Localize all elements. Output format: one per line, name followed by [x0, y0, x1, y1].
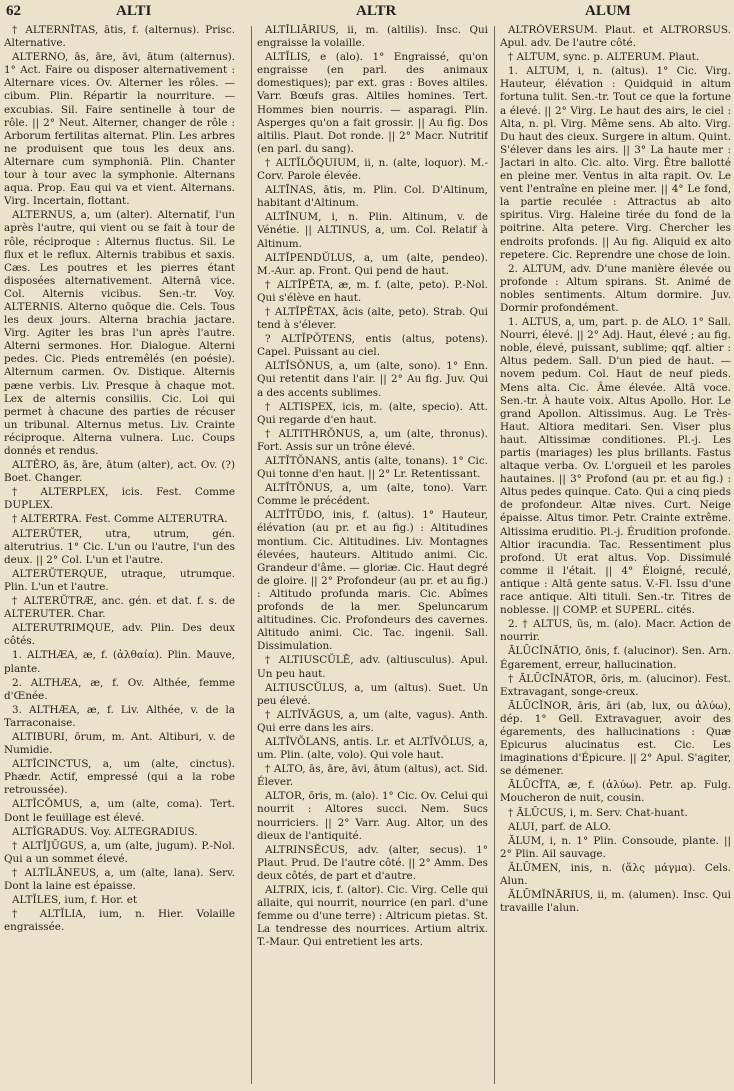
- dictionary-entry: † ALTIUSCŬLĒ, adv. (altiusculus). Apul. Un peu haut.: [257, 654, 488, 680]
- dictionary-entry: ALTOR, ōris, m. (alo). 1° Cic. Ov. Celui qui nourrit : Altores succi. Nem. Sucs nourriciers. || 2° Varr. Aug. Altor, un des dieux de l'antiquité.: [257, 790, 488, 842]
- dictionary-entry: 2. ALTUM, adv. D'une manière élevée ou profonde : Altum spirans. St. Animé de nobles sentiments. Altum dormire. Juv. Dormir profondément.: [500, 262, 731, 314]
- dictionary-entry: 1. ALTUS, a, um, part. p. de ALO. 1° Sall. Nourri, élevé. || 2° Adj. Haut, élevé ; au fig. noble, élevé, puissant, sublime; qqf. altier : Altus pedem. Sall. D'un pied de haut. — novem pedum. Col. Haut de neuf pieds. Mens alta. Cic. Âme élevée. Altā voce. Sen.-tr. À haute voix. Altus Apollo. Hor. Le grand Apollon. Altissimus. Aug. Le Très-Haut. Altiora meditari. Sen. Viser plus haut. Altissimæ conditiones. Pl.-j. Les partis (mariages) les plus brillants. Fastus altaque verba. Ov. L'orgueil et les paroles hautaines. || 3° Profond (au pr. et au fig.) : Altus pedes quinque. Cato. Qui a cinq pieds de profondeur. Altæ nives. Curt. Neige épaisse. Altus timor. Petr. Crainte extrême. Altissima eruditio. Pl.-j. Érudition profonde. Altior iracundia. Tac. Ressentiment plus profond. Ut erat altus. Vop. Dissimulé comme il l'était. || 4° Éloigné, reculé, antique : Altā gente satus. V.-Fl. Issu d'une race antique. Alti tituli. Sen.-tr. Titres de noblesse. || COMP. et SUPERL. cités.: [500, 316, 731, 617]
- dictionary-entry: † ALTO, ās, āre, āvi, ātum (altus), act. Sid. Élever.: [257, 763, 488, 789]
- dictionary-entry: ALTĬTŎNANS, antis (alte, tonans). 1° Cic. Qui tonne d'en haut. || 2° Lr. Retentissant.: [257, 455, 488, 481]
- dictionary-entry: † ĀLŪCĬNĀTOR, ōris, m. (alucinor). Fest. Extravagant, songe-creux.: [500, 672, 731, 698]
- dictionary-entry: ALTĬTŎNUS, a, um (alte, tono). Varr. Comme le précédent.: [257, 482, 488, 508]
- dictionary-entry: ALTRIX, icis, f. (altor). Cic. Virg. Celle qui allaite, qui nourrit, nourrice (en parl. d'une femme ou d'une terre) : Altricum pietas. St. La tendresse des nourrices. Artium altrix. T.-Maur. Qui entretient les arts.: [257, 884, 488, 949]
- dictionary-entry: ALTĬTŪDO, inis, f. (altus). 1° Hauteur, élévation (au pr. et au fig.) : Altitudines montium. Cic. Altitudines. Liv. Montagnes élevées, hauteurs. Altitudo animi. Cic. Grandeur d'âme. — gloriæ. Cic. Haut degré de gloire. || 2° Profondeur (au pr. et au fig.) : Altitudo profunda maris. Cic. Abîmes profonds de la mer. Speluncarum altitudines. Cic. Profondeurs des cavernes. Altitudo animi. Cic. Tac. ingenii. Sall. Dissimulation.: [257, 509, 488, 653]
- guide-word-middle: ALTR: [356, 3, 397, 19]
- dictionary-entry: ? ALTĬPŎTENS, entis (altus, potens). Capel. Puissant au ciel.: [257, 333, 488, 359]
- dictionary-entry: ALTĬVŎLANS, antis. Lr. et ALTĬVŎLUS, a, um. Plin. (alte, volo). Qui vole haut.: [257, 735, 488, 762]
- dictionary-entry: ĀLŪCĬTA, æ, f. (ἀλύω). Petr. ap. Fulg. Moucheron de nuit, cousin.: [500, 779, 731, 805]
- dictionary-entry: ALTĬGRADUS. Voy. ALTEGRADIUS.: [12, 825, 198, 838]
- dictionary-entry: ALTĪNUM, i, n. Plin. Altinum, v. de Vénétie. || ALTINUS, a, um. Col. Relatif à Altinum.: [257, 211, 488, 250]
- dictionary-entry: ALTIUSCŬLUS, a, um (altus). Suet. Un peu élevé.: [257, 681, 488, 707]
- dictionary-entry: ALTERUTRIMQUE, adv. Plin. Des deux côtés.: [4, 622, 235, 648]
- dictionary-entry: 1. ALTHÆA, æ, f. (ἀλθαία). Plin. Mauve, plante.: [4, 649, 235, 675]
- dictionary-entry: ĂLŪMĬNĀRIUS, ii, m. (alumen). Insc. Qui travaille l'alun.: [500, 889, 731, 915]
- dictionary-entry: ALTĬPENDŬLUS, a, um (alte, pendeo). M.-Aur. ap. Front. Qui pend de haut.: [257, 251, 488, 277]
- dictionary-entry: ALTĬLES, ium, f. Hor. et: [12, 894, 138, 907]
- guide-word-first: ALTI: [116, 3, 152, 19]
- dictionary-entry: † ALTITHRŎNUS, a, um (alte, thronus). Fort. Assis sur un trône élevé.: [257, 427, 488, 453]
- dictionary-entry: ĀLŪCĬNOR, āris, āri (ab, lux, ou ἀλύω), dép. 1° Gell. Extravaguer, avoir des égarements, des hallucinations : Quæ Epicurus alucinatus est. Cic. Les imaginations d'Épicure. || 2° Apul. S'agiter, se démener.: [500, 699, 731, 778]
- column-2: [257, 24, 488, 1086]
- dictionary-entry: ALTĬLIĀRIUS, ii, m. (altilis). Insc. Qui engraisse la volaille.: [257, 24, 488, 50]
- dictionary-entry: ALTĬCŎMUS, a, um (alte, coma). Tert. Dont le feuillage est élevé.: [4, 798, 235, 824]
- dictionary-entry: † ALTĬVĂGUS, a, um (alte, vagus). Anth. Qui erre dans les airs.: [257, 708, 488, 734]
- dictionary-entry: 1. ALTUM, i, n. (altus). 1° Cic. Virg. Hauteur, élévation : Quidquid in altum fortuna tulit. Sen.-tr. Tout ce que la fortune a élevé. || 2° Virg. Le haut des airs, le ciel : Alta, n. pl. Virg. Même sens. Ab alto. Virg. Du haut des cieux. Surgere in altum. Quint. S'élever dans les airs. || 3° La haute mer : Jactari in alto. Cic. alto. Virg. Être ballotté en pleine mer. Ventus in alta rapit. Ov. Le vent l'entraîne en pleine mer. || 4° Le fond, la partie reculée : Attractus ab alto spiritus. Virg. Haleine tirée du fond de la poitrine. Alta petere. Virg. Chercher les endroits profonds. || Au fig. Aliquid ex alto repetere. Cic. Reprendre une chose de loin.: [500, 65, 731, 261]
- column-divider: [494, 26, 495, 1084]
- dictionary-entry: ĂLŪMEN, inis, n. (ἅλς μάγμα). Cels. Alun.: [500, 861, 731, 887]
- dictionary-entry: † ALTERTRA. Fest. Comme ALTERUTRA.: [12, 513, 228, 526]
- guide-word-last: ALUM: [585, 3, 631, 19]
- dictionary-entry: † ĀLŪCUS, i, m. Serv. Chat-huant.: [508, 806, 688, 819]
- dictionary-entry: ALTIBURI, ōrum, m. Ant. Altiburi, v. de Numidie.: [4, 730, 235, 757]
- dictionary-entry: † ALTERNĪTAS, ātis, f. (alternus). Prisc. Alternative.: [4, 24, 235, 50]
- dictionary-entry: ALTĪNAS, ātis, m. Plin. Col. D'Altinum, habitant d'Altinum.: [257, 184, 488, 210]
- dictionary-entry: ALTERŬTERQUE, utraque, utrumque. Plin. L'un et l'autre.: [4, 567, 235, 593]
- dictionary-entry: 2. † ALTUS, ūs, m. (alo). Macr. Action de nourrir.: [500, 618, 731, 644]
- dictionary-entry: † ALTĬPĒTAX, ācis (alte, peto). Strab. Qui tend à s'élever.: [257, 305, 488, 332]
- dictionary-entry: † ALTĬLIA, ium, n. Hier. Volaille engraissée.: [4, 908, 235, 934]
- dictionary-entry: ALTERNUS, a, um (alter). Alternatif, l'un après l'autre, qui vient ou se fait à tour de rôle, réciproque : Alternus fluctus. Sil. Le flux et le reflux. Alternis trabibus et saxis. Cæs. Les poutres et les pierres étant disposées alternativement. Alternā vice. Col. Alternis vicibus. Sen.-tr. Voy. ALTERNIS. Alterno quōque die. Cels. Tous les deux jours. Alterna brachia jactare. Virg. Agiter les bras l'un après l'autre. Alterni sermones. Hor. Dialogue. Alterni pedes. Cic. Pieds entremêlés (en poésie). Alternum carmen. Ov. Distique. Alternis pæne verbis. Liv. Presque à chaque mot. Lex de alternis consiliis. Cic. Loi qui permet à chacune des parties de récuser un tribunal. Alternus metus. Liv. Crainte réciproque. Alterna vulnera. Luc. Coups donnés et rendus.: [4, 209, 235, 457]
- page-number: 62: [6, 3, 21, 19]
- dictionary-entry: ĂLUM, i, n. 1° Plin. Consoude, plante. || 2° Plin. Ail sauvage.: [500, 834, 731, 860]
- column-divider: [251, 26, 252, 1084]
- dictionary-entry: † ALTĬLŎQUIUM, ii, n. (alte, loquor). M.-Corv. Parole élevée.: [257, 156, 488, 183]
- dictionary-entry: † ALTUM, sync. p. ALTERUM. Plaut.: [508, 51, 700, 64]
- dictionary-entry: ĀLŪCĬNĀTIO, ōnis, f. (alucinor). Sen. Arn. Égarement, erreur, hallucination.: [500, 645, 731, 671]
- dictionary-entry: 2. ALTHÆA, æ, f. Ov. Althée, femme d'Œnée.: [4, 676, 235, 702]
- dictionary-entry: † ALTERŬTRÆ, anc. gén. et dat. f. s. de ALTERUTER. Char.: [4, 595, 235, 621]
- dictionary-entry: ALTĬLIS, e (alo). 1° Engraissé, qu'on engraisse (en parl. des animaux domestiques); par ext. gras : Boves altiles. Varr. Bœufs gras. Altiles homines. Tert. Hommes bien nourris. — asparagi. Plin. Asperges qu'on a fait grossir. || Au fig. Dos altilis. Plaut. Dot ronde. || 2° Macr. Nutritif (en parl. du sang).: [257, 51, 488, 155]
- dictionary-entry: ALUI, parf. de ALO.: [508, 820, 611, 833]
- dictionary-entry: † ALTĬJŪGUS, a, um (alte, jugum). P.-Nol. Qui a un sommet élevé.: [4, 839, 235, 865]
- dictionary-entry: ALTERŬTER, utra, utrum, gén. alterutrius. 1° Cic. L'un ou l'autre, l'un des deux. || 2° Col. L'un et l'autre.: [4, 527, 235, 566]
- dictionary-entry: ALTERNO, ās, āre, āvi, ātum (alternus). 1° Act. Faire ou disposer alternativement : Alternare vices. Ov. Alterner les rôles. — cibum. Plin. Répartir la nourriture. — excubias. Sil. Faire sentinelle à tour de rôle. || 2° Neut. Alterner, changer de rôle : Arborum fertilitas alternat. Plin. Les arbres ne produisent que tous les deux ans. Alternare cum symphoniā. Plin. Chanter tour à tour avec la symphonie. Alternans aqua. Prop. Eau qui va et vient. Alternans. Virg. Incertain, flottant.: [4, 51, 235, 208]
- dictionary-entry: † ALTĬPĒTA, æ, m. f. (alte, peto). P.-Nol. Qui s'élève en haut.: [257, 278, 488, 304]
- dictionary-entry: ALTRŎVERSUM. Plaut. et ALTRORSUS. Apul. adv. De l'autre côté.: [500, 24, 731, 50]
- column-1: [4, 24, 235, 1086]
- dictionary-entry: † ALTĬLĀNEUS, a, um (alte, lana). Serv. Dont la laine est épaisse.: [4, 866, 235, 892]
- dictionary-entry: † ALTERPLEX, icis. Fest. Comme DUPLEX.: [4, 486, 235, 512]
- column-3: [500, 24, 731, 1086]
- dictionary-entry: ALTRINSĔCUS, adv. (alter, secus). 1° Plaut. Prud. De l'autre côté. || 2° Amm. Des deux côtés, de part et d'autre.: [257, 843, 488, 882]
- dictionary-entry: 3. ALTHÆA, æ, f. Liv. Althée, v. de la Tarraconaise.: [4, 703, 235, 729]
- dictionary-entry: † ALTISPEX, icis, m. (alte, specio). Att. Qui regarde d'en haut.: [257, 400, 488, 426]
- dictionary-entry: ALTĬCINCTUS, a, um (alte, cinctus). Phædr. Actif, empressé (qui a la robe retroussée).: [4, 758, 235, 797]
- running-header: [0, 3, 734, 23]
- dictionary-entry: ALTĚRO, ās, āre, ātum (alter), act. Ov. (?) Boet. Changer.: [4, 459, 235, 485]
- dictionary-entry: ALTĬSŎNUS, a, um (alte, sono). 1° Enn. Qui retentit dans l'air. || 2° Au fig. Juv. Qui a des accents sublimes.: [257, 360, 488, 399]
